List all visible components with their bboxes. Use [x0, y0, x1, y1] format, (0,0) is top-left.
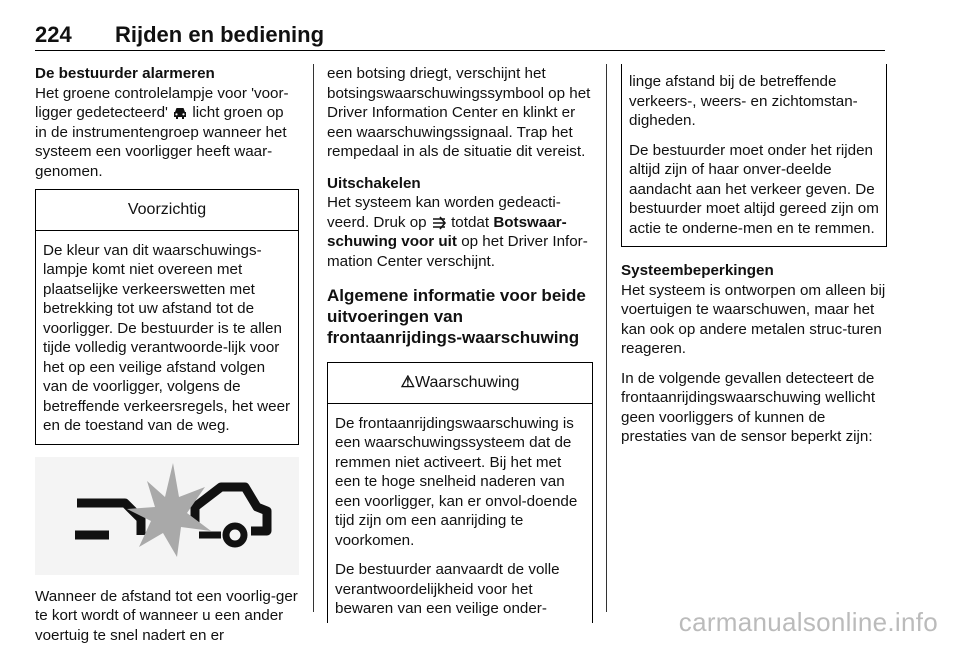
section-title: Rijden en bediening — [115, 22, 324, 48]
off-heading: Uitschakelen — [327, 174, 593, 194]
off-text-b: totdat — [451, 214, 489, 231]
collision-cont: een botsing driegt, verschijnt het botsingswaarschuwingssymbool op het Driver Information Center en klinkt er een waarschuwingssignaal. Trap het rempedaal in als de situatie dit vereist. — [327, 64, 593, 162]
warning-p1: De frontaanrijdingswaarschuwing is een waarschuwingssysteem dat de remmen niet activeert. Bij het met een te hoge snelheid naderen van een voorligger, kan er onvol-doende tijd zijn om een aanrijding te voorkomen. — [335, 414, 585, 551]
limits-p1: Het systeem is ontworpen om alleen bij voertuigen te waarschuwen, maar het kan ook op andere metalen struc-turen reageren. — [621, 281, 887, 359]
warning-box — [327, 362, 593, 623]
page-number: 224 — [35, 22, 72, 48]
caution-title: Voorzichtig — [36, 190, 298, 231]
caution-body: De kleur van dit waarschuwings-lampje komt niet overeen met plaatselijke verkeerswetten met betrekking tot uw afstand tot de voorligger. De bestuurder is te allen tijde volledig verantwoorde-lijk voor het op een veilige afstand volgen van de voorligger, volgens de betreffende verkeersregels, het weer en de toestand van de weg. — [43, 241, 291, 436]
off-text — [327, 193, 593, 271]
warning-icon: ⚠ — [401, 374, 415, 391]
limits-heading: Systeembeperkingen — [621, 261, 887, 281]
header-rule — [35, 50, 885, 51]
watermark: carmanualsonline.info — [679, 607, 938, 638]
collision-warning-icon — [35, 457, 299, 575]
warning-box-continued — [621, 64, 887, 247]
warning-p2: De bestuurder aanvaardt de volle verantwoordelijkheid voor het bewaren van een veilige onder- — [335, 560, 585, 619]
off-menu-label: Botswaar-schuwing voor uit — [327, 214, 567, 251]
warning-cont: linge afstand bij de betreffende verkeers-, weers- en zichtomstan-digheden. — [629, 72, 879, 131]
car-ahead-icon — [172, 106, 188, 120]
distance-button-icon — [431, 216, 447, 230]
alert-intro — [35, 84, 299, 182]
warning-title — [328, 363, 592, 404]
alert-heading: De bestuurder alarmeren — [35, 64, 299, 84]
alert-intro-a: Het groene controlelampje voor 'voor-ligger gedetecteerd' — [35, 85, 289, 122]
page-header — [35, 20, 885, 50]
alert-intro-b: licht groen op in de instrumentengroep wanneer het systeem een voorligger heeft waar-genomen. — [35, 104, 287, 180]
off-text-a: Het systeem kan worden gedeacti-veerd. Druk op — [327, 194, 561, 231]
general-heading: Algemene informatie voor beide uitvoeringen van frontaanrijdings-waarschuwing — [327, 285, 593, 348]
off-text-c: op het Driver Infor-mation Center verschijnt. — [327, 233, 588, 270]
column-divider — [313, 64, 314, 612]
column-1 — [35, 64, 299, 645]
warning-p3: De bestuurder moet onder het rijden altijd zijn of haar onver-deelde aandacht aan het verkeer geven. De bestuurder moet altijd gereed zijn om actie te onderne-men en te remmen. — [629, 141, 879, 239]
column-2 — [327, 64, 593, 623]
column-divider — [606, 64, 607, 612]
limits-p2: In de volgende gevallen detecteert de frontaanrijdingswaarschuwing wellicht geen voorliggers of kunnen de prestaties van de sensor beperkt zijn: — [621, 369, 887, 447]
warning-title-text: Waarschuwing — [415, 374, 519, 391]
caution-box — [35, 189, 299, 445]
column-3 — [621, 64, 887, 447]
collision-illustration — [35, 457, 299, 575]
approach-text: Wanneer de afstand tot een voorlig-ger te kort wordt of wanneer u een ander voertuig te snel nadert en er — [35, 587, 299, 645]
